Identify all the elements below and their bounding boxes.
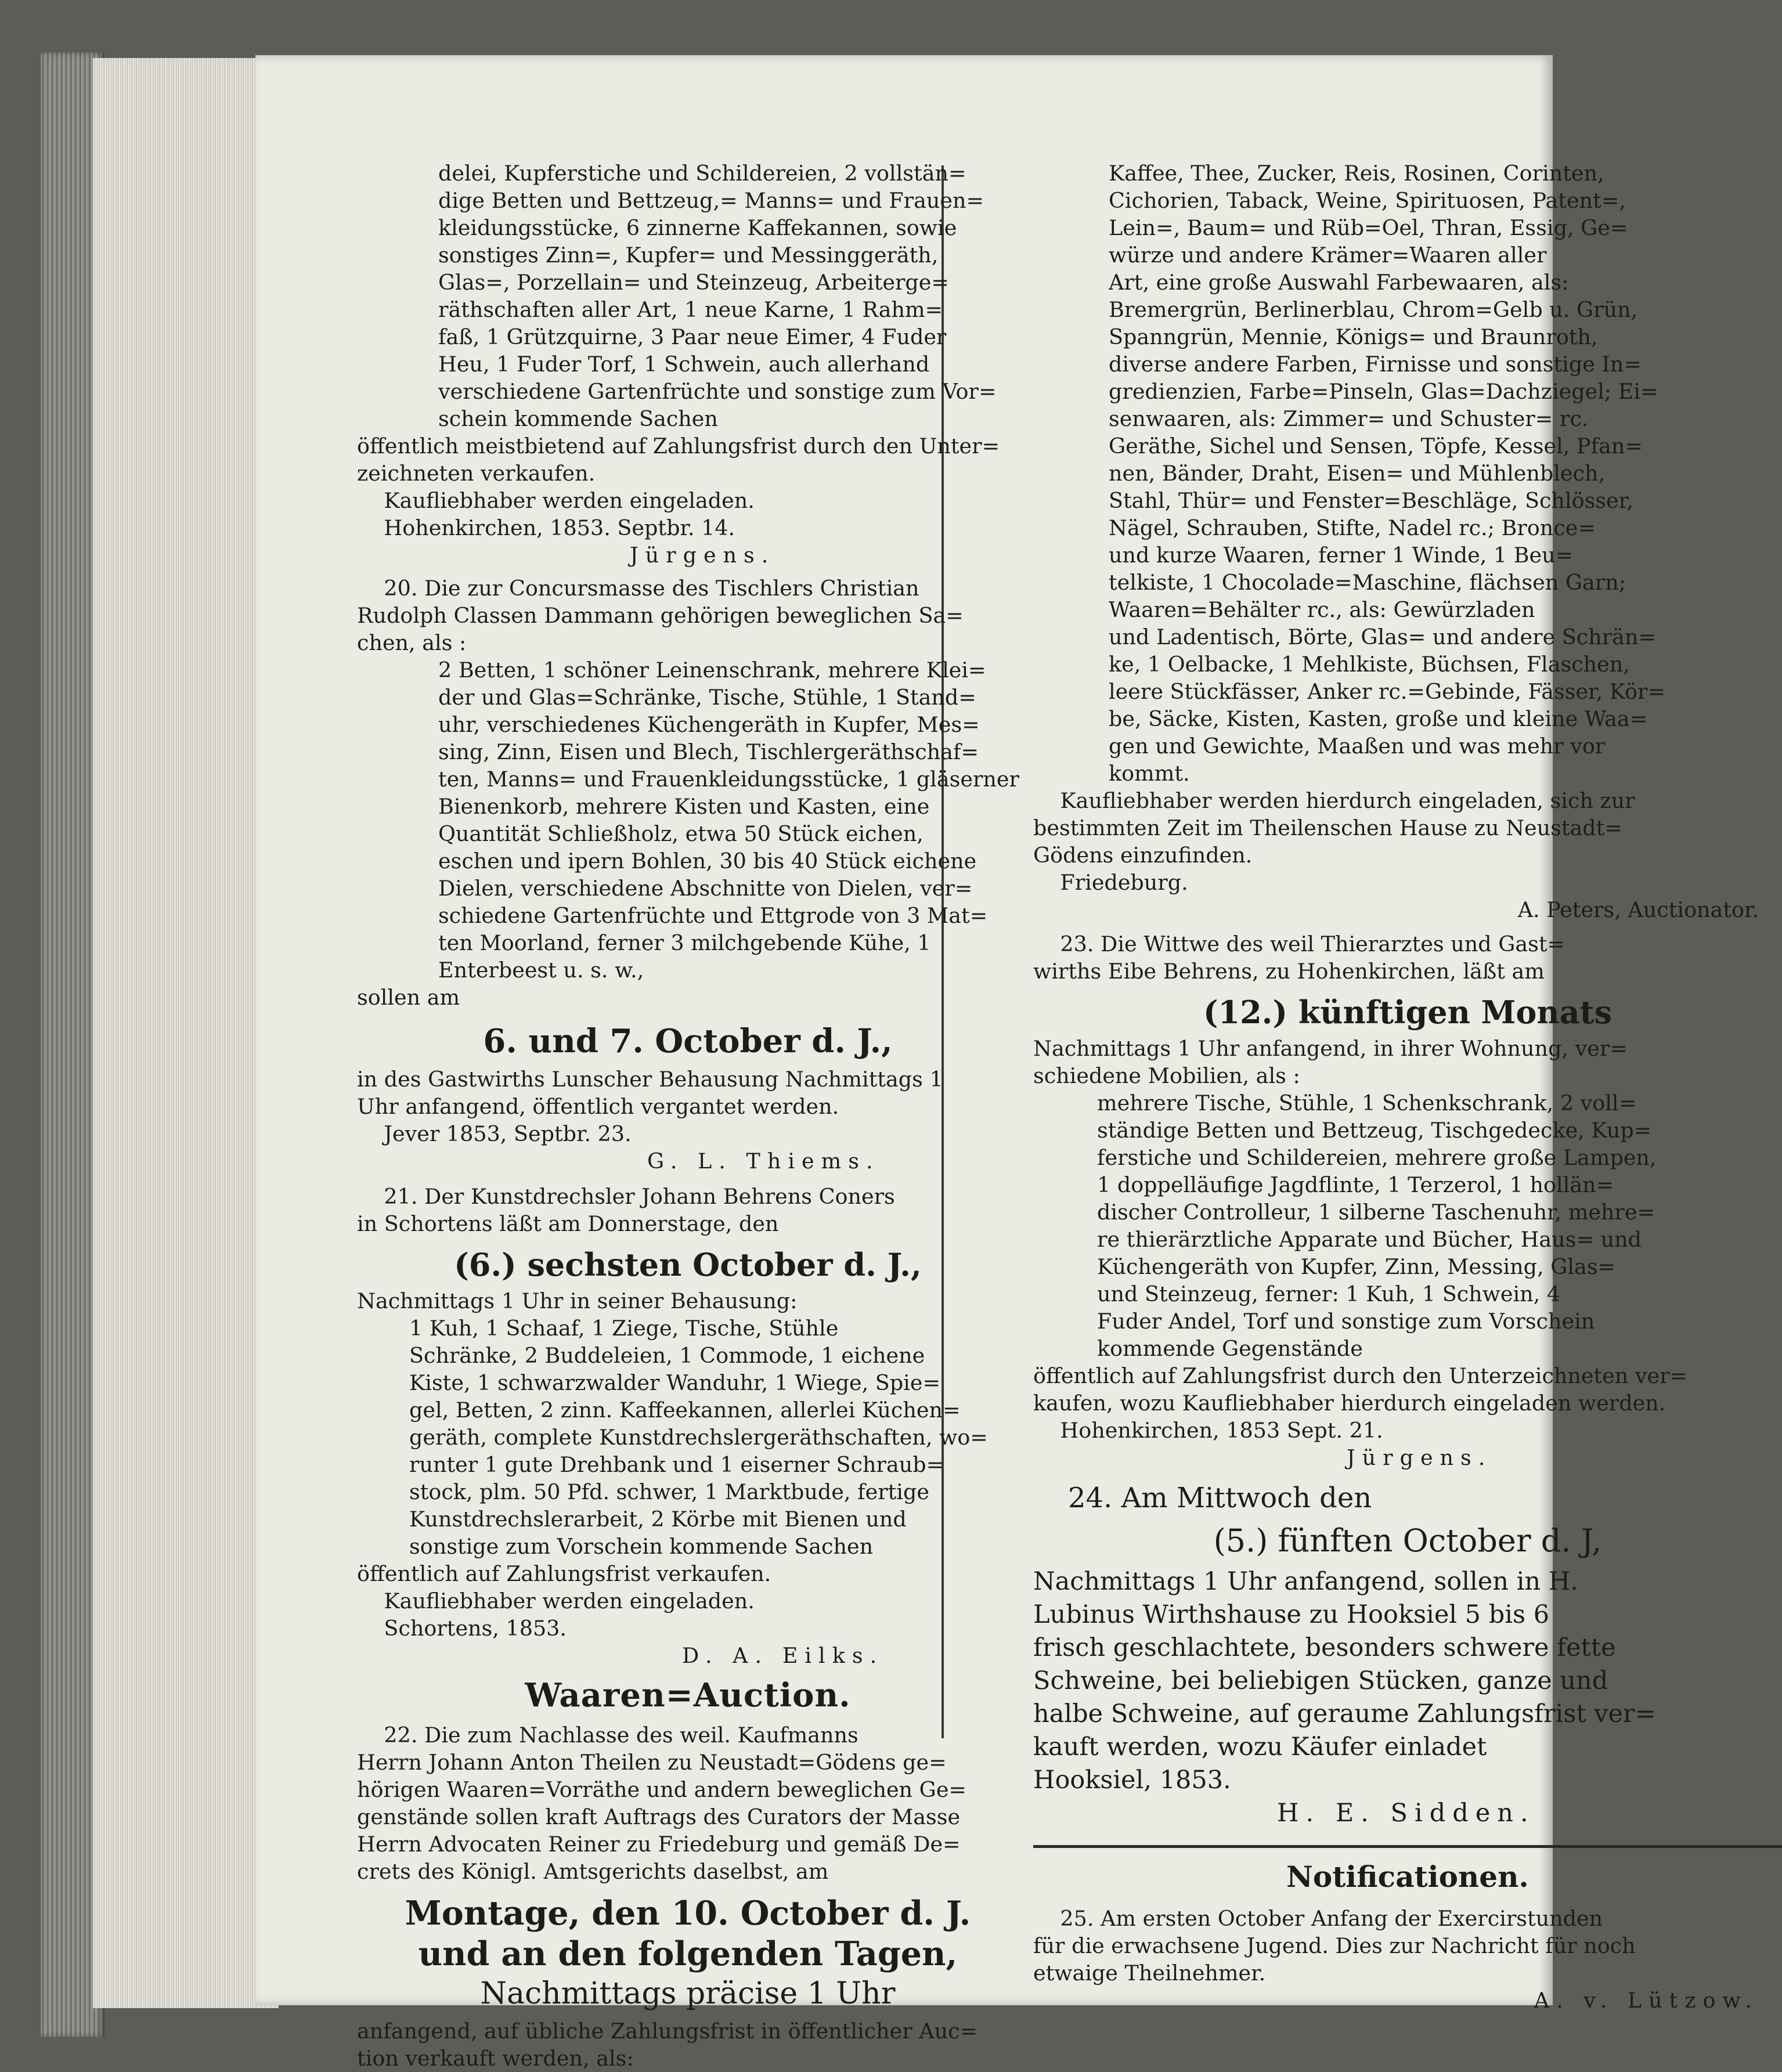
item-23	[1033, 930, 1782, 1471]
text-line: Glas=, Porzellain= und Steinzeug, Arbeiterge=	[438, 270, 949, 295]
text-line: hörigen Waaren=Vorräthe und andern beweglichen Ge=	[357, 1777, 966, 1802]
text-line: und kurze Waaren, ferner 1 Winde, 1 Beu=	[1109, 543, 1574, 568]
text-line: discher Controlleur, 1 silberne Taschenuhr, mehre=	[1097, 1200, 1655, 1225]
text-line: dige Betten und Bettzeug,= Manns= und Frauen=	[438, 188, 984, 213]
text-line: gredienzien, Farbe=Pinseln, Glas=Dachziegel; Ei=	[1109, 379, 1658, 404]
text-line: schiedene Gartenfrüchte und Ettgrode von 3 Mat=	[438, 903, 988, 928]
text-line: Geräthe, Sichel und Sensen, Töpfe, Kessel, Pfan=	[1109, 434, 1643, 459]
text-line: kommt.	[1109, 761, 1190, 786]
left-column	[357, 160, 1019, 2072]
text-line: ständige Betten und Bettzeug, Tischgedecke, Kup=	[1097, 1118, 1652, 1143]
text-line: Kaufliebhaber werden hierdurch eingeladen, sich zur	[1033, 788, 1635, 813]
item-23-list	[1097, 1089, 1782, 1362]
text-line: kaufen, wozu Kaufliebhaber hierdurch eingeladen werden.	[1033, 1391, 1666, 1416]
item-21-list	[409, 1315, 1019, 1560]
text-line: ten Moorland, ferner 3 milchgebende Kühe, 1	[438, 930, 931, 955]
section-title: Notificationen.	[1286, 1860, 1529, 1894]
text-line: 21. Der Kunstdrechsler Johann Behrens Coners	[357, 1184, 895, 1209]
text-line: bestimmten Zeit im Theilenschen Hause zu Neustadt=	[1033, 815, 1622, 840]
text-line: diverse andere Farben, Firnisse und sonstige In=	[1109, 352, 1642, 377]
text-line: Lubinus Wirthshause zu Hooksiel 5 bis 6	[1033, 1600, 1550, 1629]
text-line: re thierärztliche Apparate und Bücher, Haus= und	[1097, 1227, 1642, 1252]
text-line: Heu, 1 Fuder Torf, 1 Schwein, auch allerhand	[438, 352, 930, 377]
item-25	[1033, 1905, 1782, 2014]
signature: G. L. Thiems.	[647, 1149, 880, 1174]
text-line: Rudolph Classen Dammann gehörigen beweglichen Sa=	[357, 603, 964, 628]
item-22-continued	[1109, 160, 1782, 787]
signature: Jürgens.	[630, 543, 775, 568]
item-heading: 24. Am Mittwoch den	[1068, 1482, 1372, 1514]
text-line: faß, 1 Grützquirne, 3 Paar neue Eimer, 4 Fuder	[438, 324, 947, 349]
text-line: schein kommende Sachen	[438, 406, 718, 431]
text-line: 2 Betten, 1 schöner Leinenschrank, mehrere Klei=	[438, 658, 986, 683]
text-line: 1 doppelläufige Jagdflinte, 1 Terzerol, 1 hollän=	[1097, 1172, 1614, 1197]
newspaper-page	[255, 55, 1759, 2071]
text-line: Fuder Andel, Torf und sonstige zum Vorschein	[1097, 1309, 1595, 1334]
section-title: Waaren=Auction.	[525, 1676, 851, 1714]
text-line: crets des Königl. Amtsgerichts daselbst, am	[357, 1859, 829, 1884]
auction-date-heading: (5.) fünften October d. J,	[1213, 1522, 1602, 1559]
text-line: Schweine, bei beliebigen Stücken, ganze und	[1033, 1666, 1608, 1695]
text-line: Nachmittags 1 Uhr anfangend, in ihrer Wohnung, ver=	[1033, 1036, 1628, 1061]
text-line: Hooksiel, 1853.	[1033, 1766, 1231, 1795]
text-line: telkiste, 1 Chocolade=Maschine, flächsen Garn;	[1109, 570, 1626, 595]
text-line: Lein=, Baum= und Rüb=Oel, Thran, Essig, Ge=	[1109, 215, 1628, 240]
text-line: tion verkauft werden, als:	[357, 2046, 634, 2071]
text-line: gel, Betten, 2 zinn. Kaffeekannen, allerlei Küchen=	[409, 1398, 961, 1423]
text-line: Dielen, verschiedene Abschnitte von Dielen, ver=	[438, 876, 973, 901]
text-line: Spanngrün, Mennie, Königs= und Braunroth,	[1109, 324, 1598, 349]
text-line: kommende Gegenstände	[1097, 1336, 1363, 1361]
text-line: anfangend, auf übliche Zahlungsfrist in öffentlicher Auc=	[357, 2019, 978, 2044]
text-line: geräth, complete Kunstdrechslergeräthschaften, wo=	[409, 1425, 988, 1450]
text-line: leere Stückfässer, Anker rc.=Gebinde, Fässer, Kör=	[1109, 679, 1666, 704]
auction-date-heading: Montage, den 10. October d. J.	[405, 1894, 971, 1933]
text-line: Enterbeest u. s. w.,	[438, 958, 644, 983]
text-line: Kiste, 1 schwarzwalder Wanduhr, 1 Wiege, Spie=	[409, 1370, 941, 1395]
text-line: zeichneten verkaufen.	[357, 461, 596, 486]
text-line: Bremergrün, Berlinerblau, Chrom=Gelb u. Grün,	[1109, 297, 1638, 322]
text-line: schiedene Mobilien, als :	[1033, 1063, 1300, 1088]
text-line: Herrn Advocaten Reiner zu Friedeburg und gemäß De=	[357, 1832, 961, 1857]
signature: Jürgens.	[1347, 1445, 1492, 1470]
text-line: öffentlich auf Zahlungsfrist verkaufen.	[357, 1561, 771, 1586]
text-line: halbe Schweine, auf geraume Zahlungsfrist ver=	[1033, 1699, 1656, 1728]
text-line: senwaaren, als: Zimmer= und Schuster= rc.	[1109, 406, 1589, 431]
text-line: Kaffee, Thee, Zucker, Reis, Rosinen, Corinten,	[1109, 161, 1604, 186]
text-line: chen, als :	[357, 630, 467, 655]
text-line: gen und Gewichte, Maaßen und was mehr vor	[1109, 734, 1606, 759]
text-line: ten, Manns= und Frauenkleidungsstücke, 1 gläserner	[438, 767, 1019, 792]
text-line: kleidungsstücke, 6 zinnerne Kaffekannen, sowie	[438, 215, 957, 240]
text-line: Kaufliebhaber werden eingeladen.	[357, 1589, 755, 1613]
item-21	[357, 1183, 1019, 1669]
text-line: Cichorien, Taback, Weine, Spirituosen, Patent=,	[1109, 188, 1626, 213]
text-line: ke, 1 Oelbacke, 1 Mehlkiste, Büchsen, Flaschen,	[1109, 652, 1630, 677]
text-line: Bienenkorb, mehrere Kisten und Kasten, eine	[438, 794, 930, 819]
text-line: Nägel, Schrauben, Stifte, Nadel rc.; Bronce=	[1109, 515, 1596, 540]
text-line: Kaufliebhaber werden eingeladen.	[357, 488, 755, 513]
item-20	[357, 575, 1019, 1175]
item-24	[1033, 1479, 1782, 1830]
text-line: Quantität Schließholz, etwa 50 Stück eichen,	[438, 821, 924, 846]
text-line: kauft werden, wozu Käufer einladet	[1033, 1732, 1487, 1761]
auction-date-heading: (6.) sechsten October d. J.,	[454, 1246, 922, 1283]
text-line: würze und andere Krämer=Waaren aller	[1109, 243, 1547, 268]
text-line: runter 1 gute Drehbank und 1 eiserner Schraub=	[409, 1452, 944, 1477]
text-line: eschen und ipern Bohlen, 30 bis 40 Stück eichene	[438, 849, 977, 873]
text-line: Jever 1853, Septbr. 23.	[357, 1121, 632, 1146]
text-line: Küchengeräth von Kupfer, Zinn, Messing, Glas=	[1097, 1254, 1616, 1279]
auction-date-heading: und an den folgenden Tagen,	[418, 1934, 958, 1973]
auction-date-heading: (12.) künftigen Monats	[1203, 994, 1613, 1031]
text-line: ferstiche und Schildereien, mehrere große Lampen,	[1097, 1145, 1657, 1170]
text-line: Nachmittags 1 Uhr in seiner Behausung:	[357, 1288, 798, 1313]
text-line: 25. Am ersten October Anfang der Exercirstunden	[1033, 1906, 1603, 1931]
text-line: be, Säcke, Kisten, Kasten, große und kleine Waa=	[1109, 706, 1648, 731]
text-line: und Ladentisch, Börte, Glas= und andere Schrän=	[1109, 625, 1657, 649]
signature: A. Peters, Auctionator.	[1517, 897, 1759, 922]
signature: H. E. Sidden.	[1277, 1799, 1535, 1828]
text-line: 1 Kuh, 1 Schaaf, 1 Ziege, Tische, Stühle	[409, 1316, 839, 1341]
text-line: für die erwachsene Jugend. Dies zur Nachricht für noch	[1033, 1933, 1636, 1958]
text-line: sonstige zum Vorschein kommende Sachen	[409, 1534, 874, 1559]
text-line: etwaige Theilnehmer.	[1033, 1961, 1266, 1986]
text-line: Schränke, 2 Buddeleien, 1 Commode, 1 eichene	[409, 1343, 925, 1368]
text-line: 20. Die zur Concursmasse des Tischlers Christian	[357, 576, 919, 601]
text-line: öffentlich meistbietend auf Zahlungsfrist durch den Unter=	[357, 434, 1000, 459]
text-line: in Schortens läßt am Donnerstage, den	[357, 1211, 779, 1236]
text-line: sing, Zinn, Eisen und Blech, Tischlergeräthschaf=	[438, 739, 979, 764]
text-line: und Steinzeug, ferner: 1 Kuh, 1 Schwein, 4	[1097, 1282, 1561, 1306]
right-column	[1033, 160, 1782, 2014]
text-line: Hohenkirchen, 1853. Septbr. 14.	[357, 515, 735, 540]
auction-date-heading: 6. und 7. October d. J.,	[483, 1022, 893, 1060]
text-line: mehrere Tische, Stühle, 1 Schenkschrank, 2 voll=	[1097, 1091, 1637, 1116]
text-line: Art, eine große Auswahl Farbewaaren, als:	[1109, 270, 1569, 295]
text-line: Friedeburg.	[1033, 870, 1188, 895]
text-line: in des Gastwirths Lunscher Behausung Nachmittags 1	[357, 1067, 943, 1092]
text-line: Kunstdrechslerarbeit, 2 Körbe mit Bienen und	[409, 1507, 907, 1532]
item-20-list	[438, 656, 1019, 984]
text-line: der und Glas=Schränke, Tische, Stühle, 1 Stand=	[438, 685, 976, 710]
text-line: Uhr anfangend, öffentlich vergantet werden.	[357, 1094, 839, 1119]
signature: A. v. Lützow.	[1534, 1988, 1759, 2013]
text-line: Nachmittags 1 Uhr anfangend, sollen in H.	[1033, 1567, 1578, 1596]
text-line: Schortens, 1853.	[357, 1616, 567, 1641]
text-line: genstände sollen kraft Auftrags des Curators der Masse	[357, 1804, 961, 1829]
text-line: stock, plm. 50 Pfd. schwer, 1 Marktbude, fertige	[409, 1479, 929, 1504]
text-line: sollen am	[357, 985, 460, 1010]
text-line: delei, Kupferstiche und Schildereien, 2 vollstän=	[438, 161, 966, 186]
page-stack-edges	[93, 58, 279, 2008]
text-line: 23. Die Wittwe des weil Thierarztes und Gast=	[1033, 932, 1565, 956]
text-line: nen, Bänder, Draht, Eisen= und Mühlenblech,	[1109, 461, 1606, 486]
text-line: verschiedene Gartenfrüchte und sonstige zum Vor=	[438, 379, 997, 404]
signature: D. A. Eilks.	[682, 1643, 884, 1668]
text-line: uhr, verschiedenes Küchengeräth in Kupfer, Mes=	[438, 712, 980, 737]
text-line: Stahl, Thür= und Fenster=Beschläge, Schlösser,	[1109, 488, 1633, 513]
text-line: Hohenkirchen, 1853 Sept. 21.	[1033, 1418, 1383, 1443]
text-line: frisch geschlachtete, besonders schwere fette	[1033, 1633, 1616, 1662]
text-line: 22. Die zum Nachlasse des weil. Kaufmanns	[357, 1723, 858, 1748]
text-line: öffentlich auf Zahlungsfrist durch den Unterzeichneten ver=	[1033, 1363, 1688, 1388]
section-rule	[1033, 1845, 1782, 1848]
text-line: Waaren=Behälter rc., als: Gewürzladen	[1109, 597, 1535, 622]
auction-time-heading: Nachmittags präcise 1 Uhr	[480, 1976, 896, 2011]
text-line: räthschaften aller Art, 1 neue Karne, 1 Rahm=	[438, 297, 943, 322]
text-line: sonstiges Zinn=, Kupfer= und Messinggeräth,	[438, 243, 939, 268]
text-line: Herrn Johann Anton Theilen zu Neustadt=Gödens ge=	[357, 1750, 947, 1775]
text-line: Gödens einzufinden.	[1033, 843, 1253, 868]
intro-list	[438, 160, 1019, 432]
item-22	[357, 1675, 1019, 2072]
text-line: wirths Eibe Behrens, zu Hohenkirchen, läßt am	[1033, 959, 1545, 984]
